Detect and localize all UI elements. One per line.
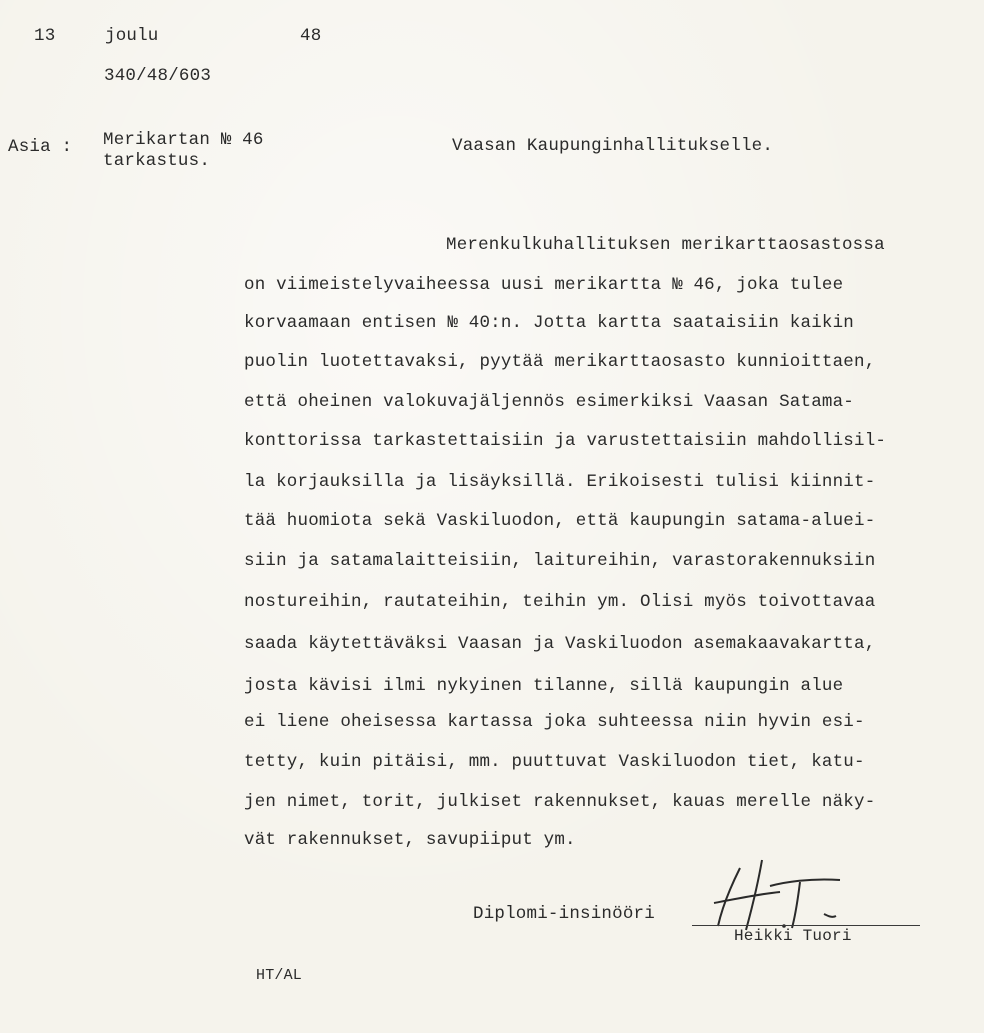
- signatory-title: Diplomi-insinööri: [473, 904, 655, 924]
- body-line: puolin luotettavaksi, pyytää merikarttaosasto kunnioittaen,: [244, 352, 876, 372]
- recipient: Vaasan Kaupunginhallitukselle.: [452, 136, 774, 156]
- body-line: on viimeistelyvaiheessa uusi merikartta № 46, joka tulee: [244, 275, 844, 295]
- subject-line-2: tarkastus.: [103, 151, 211, 171]
- reference-number: 340/48/603: [104, 66, 212, 86]
- body-line: tetty, kuin pitäisi, mm. puuttuvat Vaskiluodon tiet, katu-: [244, 752, 865, 772]
- body-line: konttorissa tarkastettaisiin ja varustettaisiin mahdollisil-: [244, 431, 887, 451]
- body-line: Merenkulkuhallituksen merikarttaosastossa: [446, 235, 885, 255]
- body-line: korvaamaan entisen № 40:n. Jotta kartta saataisiin kaikin: [244, 313, 854, 333]
- subject-label: Asia :: [8, 137, 73, 157]
- body-line: siin ja satamalaitteisiin, laitureihin, varastorakennuksiin: [244, 551, 876, 571]
- body-line: la korjauksilla ja lisäyksillä. Erikoisesti tulisi kiinnit-: [244, 472, 876, 492]
- body-line: vät rakennukset, savupiiput ym.: [244, 830, 576, 850]
- body-line: ei liene oheisessa kartassa joka suhteessa niin hyvin esi-: [244, 712, 865, 732]
- date-year: 48: [300, 26, 322, 46]
- body-line: saada käytettäväksi Vaasan ja Vaskiluodon asemakaavakartta,: [244, 634, 876, 654]
- subject-line-1: Merikartan № 46: [103, 130, 264, 150]
- date-day: 13: [34, 26, 56, 46]
- date-month: joulu: [105, 26, 159, 46]
- body-line: että oheinen valokuvajäljennös esimerkiksi Vaasan Satama-: [244, 392, 854, 412]
- body-line: josta kävisi ilmi nykyinen tilanne, sillä kaupungin alue: [244, 676, 844, 696]
- signatory-name: Heikki Tuori: [734, 927, 852, 945]
- body-line: jen nimet, torit, julkiset rakennukset, kauas merelle näky-: [244, 792, 876, 812]
- body-line: nostureihin, rautateihin, teihin ym. Olisi myös toivottavaa: [244, 592, 876, 612]
- body-line: tää huomiota sekä Vaskiluodon, että kaupungin satama-aluei-: [244, 511, 876, 531]
- typist-initials: HT/AL: [256, 967, 303, 984]
